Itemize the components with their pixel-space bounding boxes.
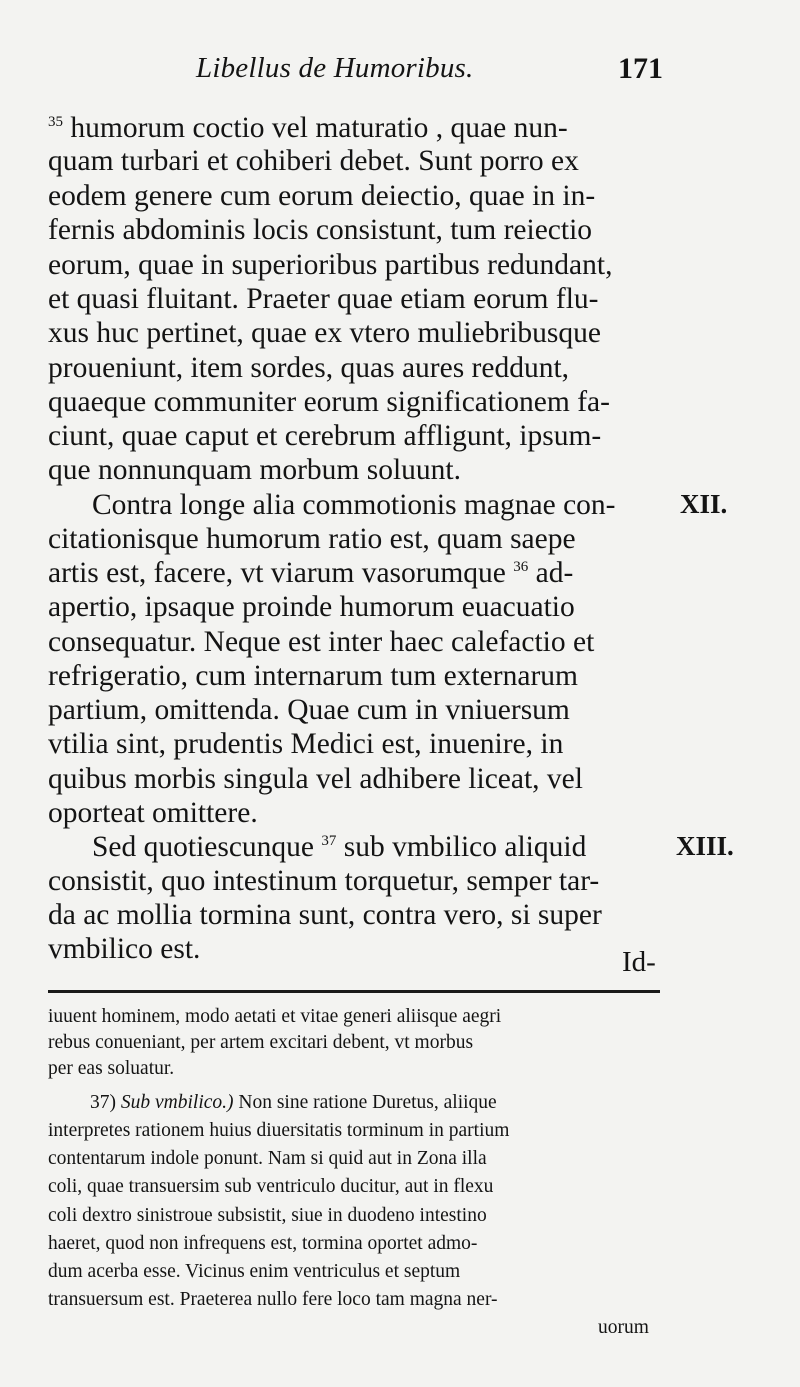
footnote-number: 37)	[90, 1092, 116, 1113]
footnote-line: coli, quae transuersim sub ventriculo ducitur, aut in flexu	[48, 1176, 494, 1197]
footnote-line	[90, 1092, 497, 1114]
catchword: Id-	[622, 946, 656, 978]
footnote-line-text: Non sine ratione Duretus, aliique	[238, 1092, 497, 1113]
body-line	[48, 112, 568, 145]
footnote-line: transuersum est. Praeterea nullo fere loco tam magna ner-	[48, 1289, 498, 1310]
body-line: eorum, quae in superioribus partibus redundant,	[48, 249, 613, 281]
body-line: proueniunt, item sordes, quas aures reddunt,	[48, 352, 570, 384]
body-line: ciunt, quae caput et cerebrum affligunt, ipsum-	[48, 420, 602, 452]
body-line: partium, omittenda. Quae cum in vniuersum	[48, 694, 570, 726]
body-line-text: Sed quotiescunque	[92, 831, 315, 863]
running-title: Libellus de Humoribus.	[196, 52, 474, 84]
body-line: vtilia sint, prudentis Medici est, inuenire, in	[48, 728, 564, 760]
body-line: que nonnunquam morbum soluunt.	[48, 454, 461, 486]
footnote-lemma: Sub vmbilico.)	[120, 1092, 234, 1113]
footnote-line: haeret, quod non infrequens est, tormina oportet admo-	[48, 1233, 478, 1254]
body-line: consequatur. Neque est inter haec calefactio et	[48, 626, 595, 658]
note-marker: 35	[48, 114, 63, 131]
section-number: XII.	[680, 489, 728, 519]
body-line: Contra longe alia commotionis magnae con-	[92, 489, 616, 521]
footnote-line: per eas soluatur.	[48, 1058, 175, 1079]
body-line: apertio, ipsaque proinde humorum euacuatio	[48, 591, 575, 623]
body-line: vmbilico est.	[48, 933, 201, 965]
body-line-text: ad-	[535, 557, 574, 589]
body-line	[48, 557, 573, 590]
note-marker: 37	[321, 833, 337, 850]
footnote-line: iuuent hominem, modo aetati et vitae generi aliisque aegri	[48, 1006, 502, 1027]
page-number: 171	[618, 52, 663, 85]
body-line: quaeque communiter eorum significationem fa-	[48, 386, 610, 418]
body-line-text: sub vmbilico aliquid	[343, 831, 587, 863]
body-line: et quasi fluitant. Praeter quae etiam eorum flu-	[48, 283, 599, 315]
note-marker: 36	[513, 559, 529, 576]
footnote-line: dum acerba esse. Vicinus enim ventriculus et septum	[48, 1261, 461, 1282]
footnote-line: coli dextro sinistroue subsistit, siue in duodeno intestino	[48, 1205, 487, 1226]
body-line: refrigeratio, cum internarum tum externarum	[48, 660, 578, 692]
body-line-text: artis est, facere, vt viarum vasorumque	[48, 557, 506, 589]
footnote-line: rebus conueniant, per artem excitari debent, vt morbus	[48, 1032, 474, 1053]
body-line: quam turbari et cohiberi debet. Sunt porro ex	[48, 145, 579, 177]
body-line: citationisque humorum ratio est, quam saepe	[48, 523, 576, 555]
footnote-line: contentarum indole ponunt. Nam si quid aut in Zona illa	[48, 1148, 487, 1169]
footnote-rule	[48, 990, 660, 993]
body-line-text: humorum coctio vel maturatio , quae nun-	[70, 112, 568, 144]
body-line: fernis abdominis locis consistunt, tum reiectio	[48, 214, 593, 246]
footnote-line: interpretes rationem huius diuersitatis torminum in partium	[48, 1120, 510, 1141]
body-line: quibus morbis singula vel adhibere liceat, vel	[48, 763, 583, 795]
body-line: oporteat omittere.	[48, 797, 258, 829]
body-line: da ac mollia tormina sunt, contra vero, si super	[48, 899, 602, 931]
body-line: eodem genere cum eorum deiectio, quae in in-	[48, 180, 596, 212]
body-line: consistit, quo intestinum torquetur, semper tar-	[48, 865, 600, 897]
section-number: XIII.	[676, 831, 734, 861]
body-line: xus huc pertinet, quae ex vtero muliebribusque	[48, 317, 601, 349]
footnote-line: uorum	[598, 1317, 649, 1338]
body-line	[92, 831, 586, 864]
